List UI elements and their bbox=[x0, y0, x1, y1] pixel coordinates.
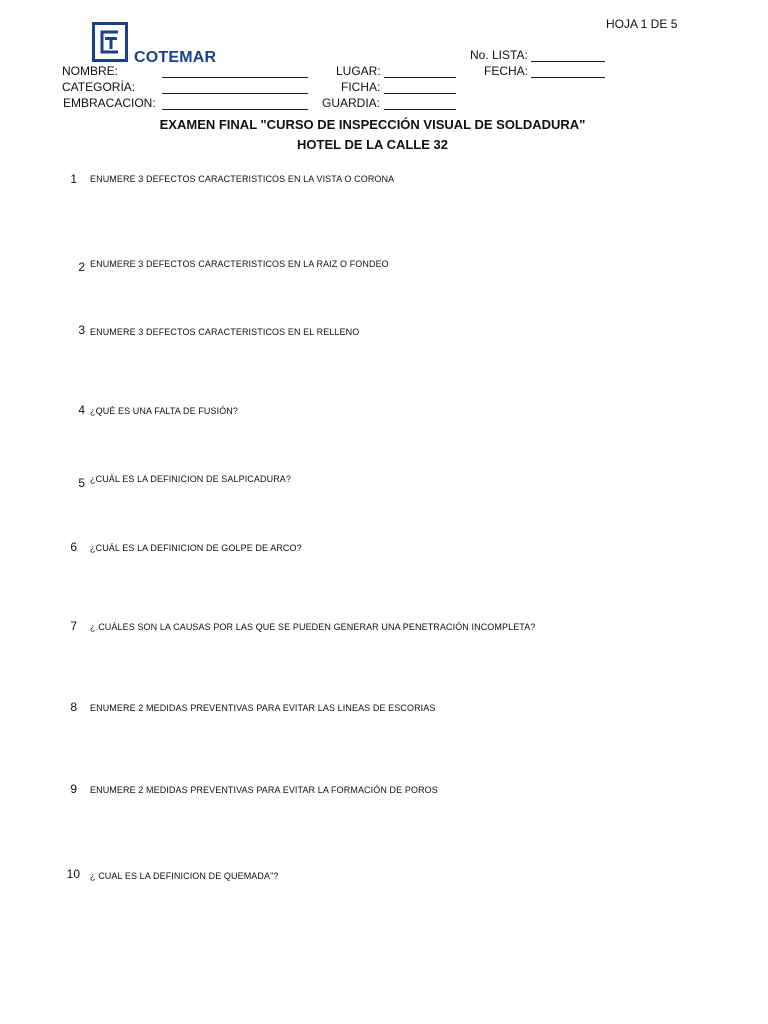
question-number: 3 bbox=[78, 323, 85, 337]
exam-subtitle: HOTEL DE LA CALLE 32 bbox=[297, 137, 448, 152]
question-number: 4 bbox=[78, 403, 85, 417]
question-text: ¿ CUAL ES LA DEFINICION DE QUEMADA"? bbox=[90, 871, 279, 881]
shift-label: GUARDIA: bbox=[322, 96, 381, 110]
name-line bbox=[162, 77, 308, 78]
question-number: 1 bbox=[70, 172, 77, 186]
question-text: ENUMERE 3 DEFECTOS CARACTERISTICOS EN LA VISTA O CORONA bbox=[90, 174, 395, 184]
category-line bbox=[162, 93, 308, 94]
question-number: 6 bbox=[70, 540, 77, 554]
date-label: FECHA: bbox=[484, 64, 529, 78]
file-label: FICHA: bbox=[341, 80, 381, 94]
name-label: NOMBRE: bbox=[62, 64, 119, 78]
question-number: 7 bbox=[70, 619, 77, 633]
date-line bbox=[531, 77, 605, 78]
vessel-line bbox=[162, 109, 308, 110]
question-text: ENUMERE 2 MEDIDAS PREVENTIVAS PARA EVITAR LAS LINEAS DE ESCORIAS bbox=[90, 703, 436, 713]
cotemar-logo-icon bbox=[92, 22, 128, 62]
exam-title: EXAMEN FINAL "CURSO DE INSPECCIÓN VISUAL DE SOLDADURA" bbox=[159, 117, 586, 132]
question-text: ¿CUÁL ES LA DEFINICION DE GOLPE DE ARCO? bbox=[90, 543, 302, 553]
question-text: ENUMERE 3 DEFECTOS CARACTERISTICOS EN EL RELLENO bbox=[90, 327, 360, 337]
list-number-label: No. LISTA: bbox=[470, 48, 528, 62]
question-number: 2 bbox=[78, 260, 85, 274]
vessel-label: EMBRACACION: bbox=[63, 96, 156, 110]
question-number: 10 bbox=[66, 867, 80, 881]
question-number: 5 bbox=[78, 476, 85, 490]
question-number: 9 bbox=[70, 782, 77, 796]
list-number-line bbox=[531, 61, 605, 62]
question-number: 8 bbox=[70, 700, 77, 714]
question-text: ¿QUÉ ES UNA FALTA DE FUSIÓN? bbox=[90, 406, 238, 416]
category-label: CATEGORÍA: bbox=[62, 80, 136, 94]
question-text: ¿CUÁL ES LA DEFINICION DE SALPICADURA? bbox=[90, 474, 292, 484]
company-name: COTEMAR bbox=[134, 49, 217, 66]
question-text: ENUMERE 3 DEFECTOS CARACTERISTICOS EN LA RAIZ O FONDEO bbox=[90, 259, 389, 269]
question-text: ENUMERE 2 MEDIDAS PREVENTIVAS PARA EVITAR LA FORMACIÓN DE POROS bbox=[90, 785, 438, 795]
place-label: LUGAR: bbox=[336, 64, 381, 78]
file-line bbox=[384, 93, 456, 94]
company-logo bbox=[92, 22, 242, 66]
question-text: ¿ CUÁLES SON LA CAUSAS POR LAS QUE SE PUEDEN GENERAR UNA PENETRACIÓN INCOMPLETA? bbox=[90, 622, 536, 632]
shift-line bbox=[384, 109, 456, 110]
place-line bbox=[384, 77, 456, 78]
sheet-number: HOJA 1 DE 5 bbox=[606, 17, 678, 31]
